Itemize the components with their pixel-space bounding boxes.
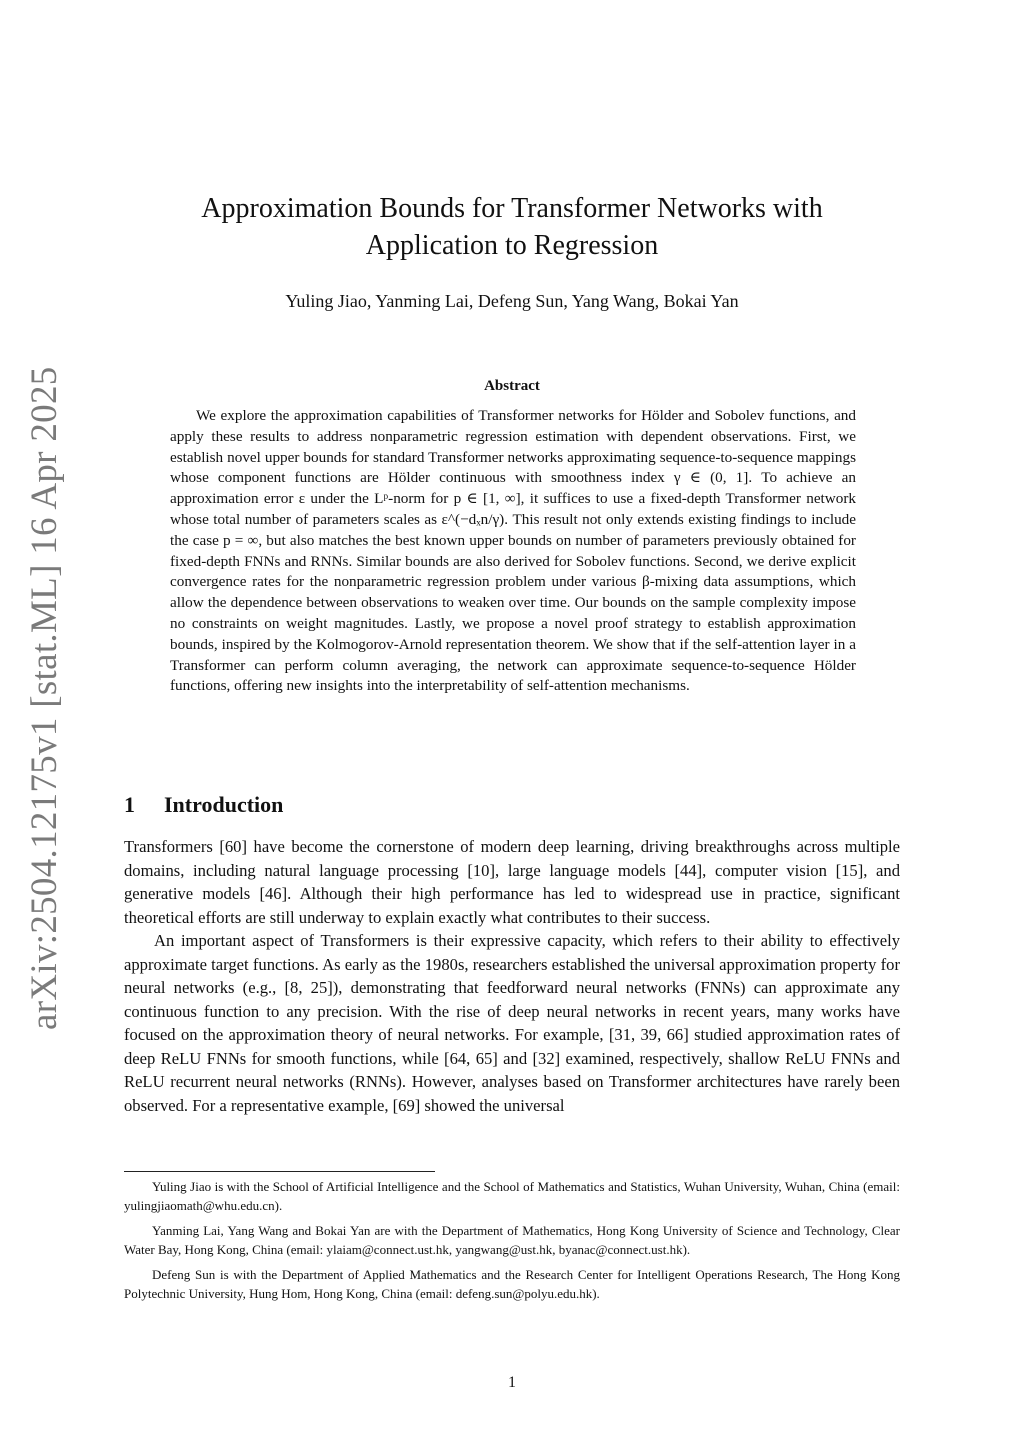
intro-paragraph: Transformers [60] have become the cornerstone of modern deep learning, driving breakthroughs across multiple domains, including natural language processing [10], large language models [44], computer vision [15], and generative models [46]. Although their high performance has led to widespread use in practice, significant theoretical efforts are still underway to explain exactly what contributes to their success. [124,837,900,927]
footnote: Defeng Sun is with the Department of Applied Mathematics and the Research Center for Intelligent Operations Research, The Hong Kong Polytechnic University, Hung Hom, Hong Kong, China (email: defeng.sun@polyu.edu.hk). [124,1266,900,1302]
intro-paragraph: An important aspect of Transformers is their expressive capacity, which refers to their ability to effectively approximate target functions. As early as the 1980s, researchers established the universal approximation property for neural networks (e.g., [8, 25]), demonstrating that feedforward neural networks (FNNs) can approximate any continuous function to any precision. With the rise of deep neural networks in recent years, many works have focused on the approximation theory of neural networks. For example, [31, 39, 66] studied approximation rates of deep ReLU FNNs for smooth functions, while [64, 65] and [32] examined, respectively, shallow ReLU FNNs and ReLU recurrent neural networks (RNNs). However, analyses based on Transformer architectures have rarely been observed. For a representative example, [69] showed the universal [124,931,900,1115]
section-number: 1 [124,792,135,817]
page-number: 1 [508,1374,516,1391]
paper-title-line-1: Approximation Bounds for Transformer Networks with [201,193,823,224]
author-affiliation-footnotes [124,1177,900,1308]
author-list: Yuling Jiao, Yanming Lai, Defeng Sun, Yang Wang, Bokai Yan [285,291,739,311]
abstract-text: We explore the approximation capabilities of Transformer networks for Hölder and Sobolev functions, and apply these results to address nonparametric regression estimation with dependent observations. First, we establish novel upper bounds for standard Transformer networks approximating sequence-to-sequence mappings whose component functions are Hölder continuous with smoothness index γ ∈ (0, 1]. To achieve an approximation error ε under the Lᵖ-norm for p ∈ [1, ∞], it suffices to use a fixed-depth Transformer network whose total number of parameters scales as ε^(−dₓn/γ). This result not only extends existing findings to include the case p = ∞, but also matches the best known upper bounds on number of parameters previously obtained for fixed-depth FNNs and RNNs. Similar bounds are also derived for Sobolev functions. Second, we derive explicit convergence rates for the nonparametric regression problem under various β-mixing data assumptions, which allow the dependence between observations to weaken over time. Our bounds on the sample complexity impose no constraints on weight magnitudes. Lastly, we propose a novel proof strategy to establish approximation bounds, inspired by the Kolmogorov-Arnold representation theorem. We show that if the self-attention layer in a Transformer can perform column averaging, the network can approximate sequence-to-sequence Hölder functions, offering new insights into the interpretability of self-attention mechanisms. [170,407,856,695]
introduction-body [124,835,900,1117]
section-title: Introduction [164,792,284,817]
paper-title-line-2: Application to Regression [365,230,659,261]
paper-title [124,190,900,264]
footnote: Yuling Jiao is with the School of Artificial Intelligence and the School of Mathematics and Statistics, Wuhan University, Wuhan, China (email: yulingjiaomath@whu.edu.cn). [124,1179,900,1214]
section-heading-introduction [124,790,283,820]
footnote: Yanming Lai, Yang Wang and Bokai Yan are with the Department of Mathematics, Hong Kong University of Science and Technology, Clear Water Bay, Hong Kong, China (email: ylaiam@connect.ust.hk, yangwang@ust.hk, byanac@connect.ust.hk). [124,1222,900,1258]
abstract-heading: Abstract [484,378,540,394]
arxiv-identifier-stamp[interactable]: arXiv:2504.12175v1 [stat.ML] 16 Apr 2025 [24,366,65,1030]
footnote-divider [124,1171,435,1172]
